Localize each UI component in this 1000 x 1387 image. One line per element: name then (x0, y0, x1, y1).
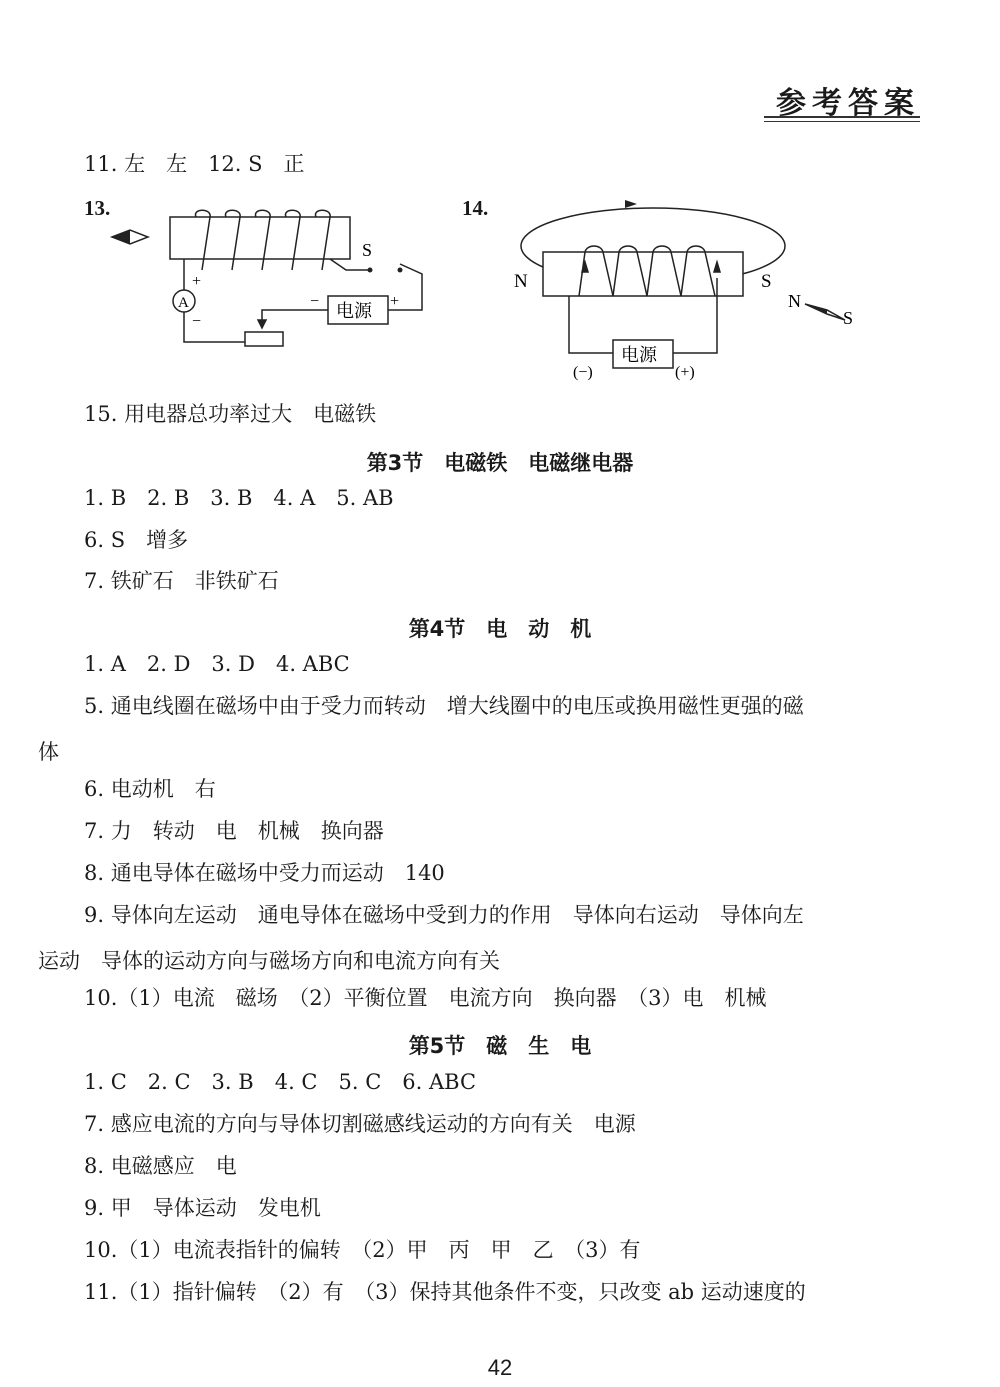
power-source-label: 电源 (336, 301, 372, 321)
sec4-answer-7: 7. 力 转动 电 机械 换向器 (84, 819, 384, 843)
left-pole-label: N (514, 271, 528, 292)
sec4-answer-1-4: 1. A 2. D 3. D 4. ABC (84, 652, 350, 676)
sec4-answer-5-continued: 体 (38, 740, 59, 764)
answer-line-11-12: 11. 左 左 12. S 正 (84, 152, 305, 176)
question-14-label: 14. (462, 196, 489, 220)
sec4-answer-8: 8. 通电导体在磁场中受力而运动 140 (84, 861, 445, 885)
ammeter-label: A (178, 295, 189, 311)
page-header-title: 参考答案 (776, 86, 920, 121)
positive-terminal-label: (+) (675, 364, 695, 381)
switch-label: S (362, 240, 373, 260)
power-source-label: 电源 (621, 345, 657, 365)
sec4-answer-9: 9. 导体向左运动 通电导体在磁场中受到力的作用 导体向右运动 导体向左 (84, 903, 804, 927)
header-rule-thin (764, 121, 920, 122)
sec3-answer-1-5: 1. B 2. B 3. B 4. A 5. AB (84, 486, 394, 510)
sec3-answer-7: 7. 铁矿石 非铁矿石 (84, 569, 279, 593)
sec5-answer-7: 7. 感应电流的方向与导体切割磁感线运动的方向有关 电源 (84, 1112, 636, 1136)
sec5-answer-10: 10.（1）电流表指针的偏转 （2）甲 丙 甲 乙 （3）有 (84, 1238, 641, 1262)
right-pole-label: S (761, 271, 772, 292)
source-plus: + (390, 293, 400, 310)
section-4-heading: 第4节 电 动 机 (408, 617, 592, 641)
source-minus: − (310, 293, 320, 310)
section-5-heading: 第5节 磁 生 电 (408, 1034, 592, 1058)
answer-line-15: 15. 用电器总功率过大 电磁铁 (84, 402, 377, 426)
ammeter-plus: + (192, 273, 202, 290)
sec4-answer-9-continued: 运动 导体的运动方向与磁场方向和电流方向有关 (38, 949, 500, 973)
needle-s-label: S (843, 308, 854, 328)
page-number: 42 (487, 1355, 513, 1380)
question-13-label: 13. (84, 196, 111, 220)
needle-n-label: N (788, 291, 801, 311)
sec4-answer-5: 5. 通电线圈在磁场中由于受力而转动 增大线圈中的电压或换用磁性更强的磁 (84, 694, 804, 718)
ammeter-minus: − (192, 313, 202, 330)
sec4-answer-6: 6. 电动机 右 (84, 777, 216, 801)
diagram-14-solenoid (505, 200, 885, 385)
sec4-answer-10: 10.（1）电流 磁场 （2）平衡位置 电流方向 换向器 （3）电 机械 (84, 986, 767, 1010)
header-rule (764, 116, 920, 118)
solenoid-core (170, 217, 350, 259)
negative-terminal-label: (−) (573, 364, 593, 381)
sec5-answer-8: 8. 电磁感应 电 (84, 1154, 237, 1178)
sec5-answer-1-6: 1. C 2. C 3. B 4. C 5. C 6. ABC (84, 1070, 477, 1094)
section-3-heading: 第3节 电磁铁 电磁继电器 (366, 451, 634, 475)
rheostat (245, 332, 283, 346)
sec5-answer-11: 11.（1）指针偏转 （2）有 （3）保持其他条件不变，只改变 ab 运动速度的 (84, 1280, 806, 1304)
sec5-answer-9: 9. 甲 导体运动 发电机 (84, 1196, 321, 1220)
diagram-13-circuit (100, 200, 440, 360)
sec3-answer-6: 6. S 增多 (84, 528, 189, 552)
